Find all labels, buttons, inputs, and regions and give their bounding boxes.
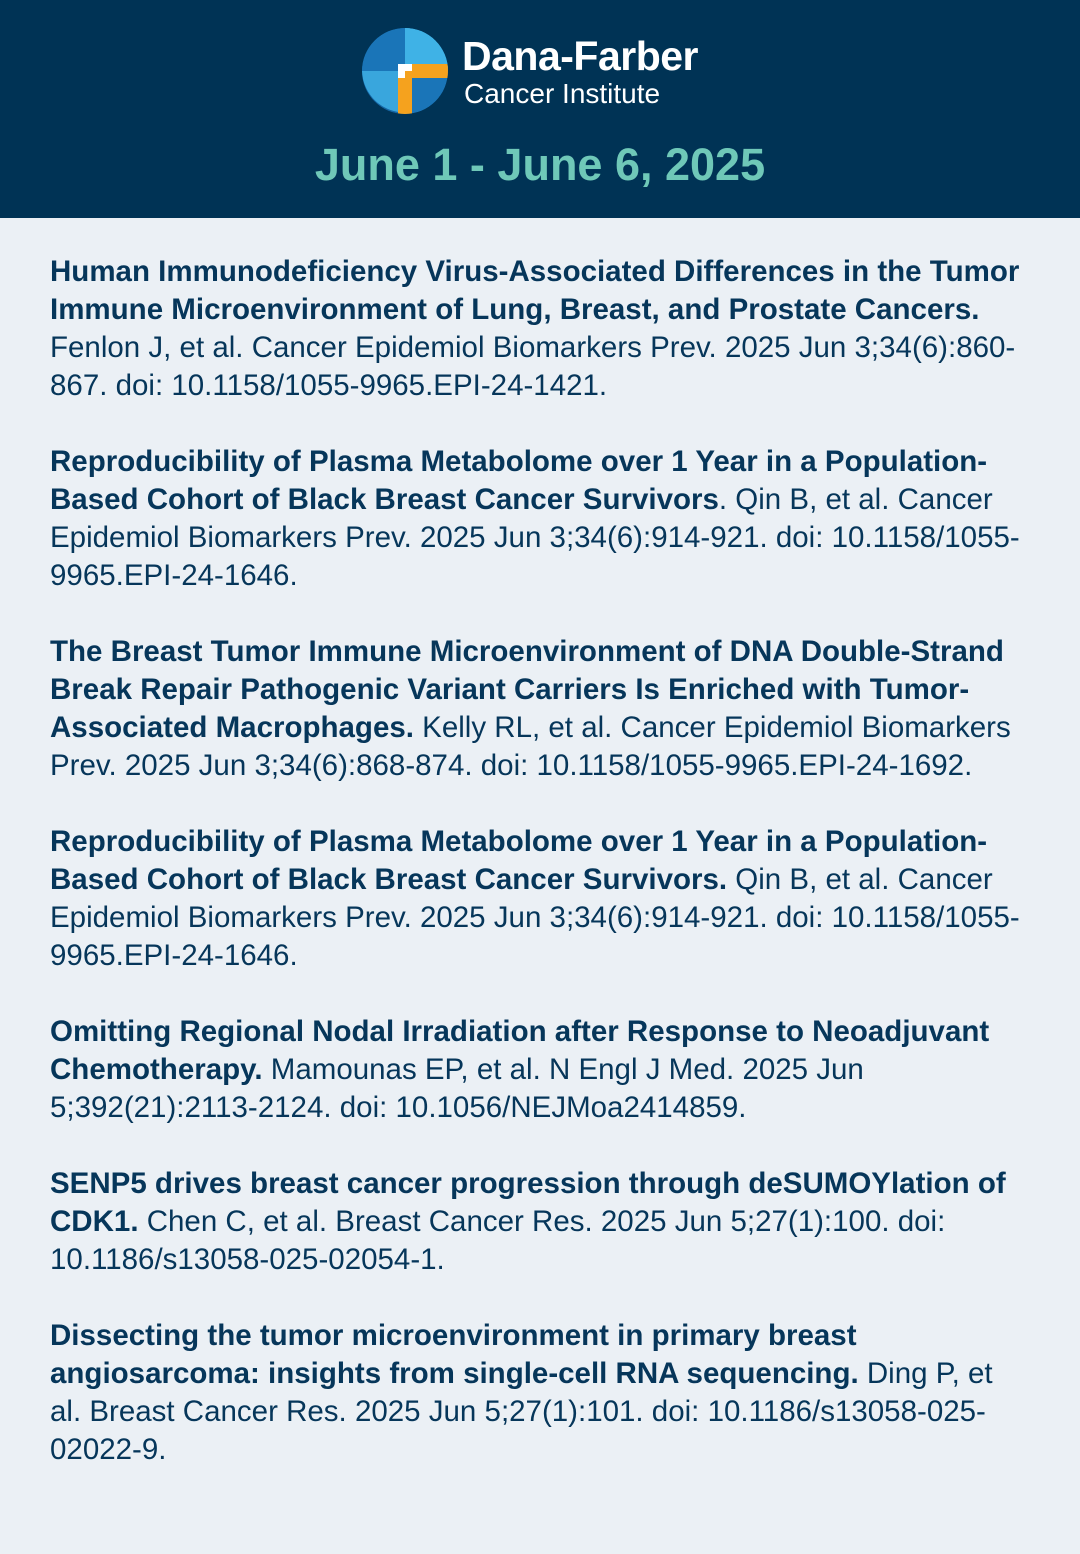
publication-entry <box>50 1013 1030 1127</box>
publication-citation: Mamounas EP, et al. N Engl J Med. 2025 Jun 5;392(21):2113-2124. doi: 10.1056/NEJMoa2414859. <box>50 1053 864 1124</box>
publication-citation: Chen C, et al. Breast Cancer Res. 2025 Jun 5;27(1):100. doi: 10.1186/s13058-025-02054-1. <box>50 1205 946 1276</box>
publication-entry <box>50 443 1030 595</box>
dana-farber-logo <box>362 28 707 114</box>
header-banner <box>0 0 1080 218</box>
publication-title: Human Immunodeficiency Virus-Associated Differences in the Tumor Immune Microenvironment of Lung, Breast, and Prostate Cancers. <box>50 255 1020 326</box>
publication-entry <box>50 253 1030 405</box>
date-range-heading: June 1 - June 6, 2025 <box>314 139 766 190</box>
logo-name: Dana-Farber <box>462 33 699 79</box>
publication-entry <box>50 1317 1030 1469</box>
publication-entry <box>50 1165 1030 1279</box>
publication-title: Reproducibility of Plasma Metabolome over 1 Year in a Population-Based Cohort of Black Breast Cancer Survivors <box>50 445 988 516</box>
publication-title: Dissecting the tumor microenvironment in primary breast angiosarcoma: insights from single-cell RNA sequencing. <box>50 1319 859 1390</box>
dana-farber-logo-icon <box>362 28 448 114</box>
publication-title: The Breast Tumor Immune Microenvironment of DNA Double-Strand Break Repair Pathogenic Variant Carriers Is Enriched with Tumor-Associated Macrophages. <box>50 635 1004 744</box>
publication-entry <box>50 823 1030 975</box>
logo-subtitle: Cancer Institute <box>464 78 661 109</box>
publication-list <box>50 253 1030 1469</box>
publication-citation: Fenlon J, et al. Cancer Epidemiol Biomarkers Prev. 2025 Jun 3;34(6):860-867. doi: 10.1158/1055-9965.EPI-24-1421. <box>50 331 1016 402</box>
publication-title: SENP5 drives breast cancer progression through deSUMOYlation of CDK1. <box>50 1167 1006 1238</box>
publication-title: Reproducibility of Plasma Metabolome over 1 Year in a Population-Based Cohort of Black Breast Cancer Survivors. <box>50 825 988 896</box>
publication-citation: Ding P, et al. Breast Cancer Res. 2025 Jun 5;27(1):101. doi: 10.1186/s13058-025-02022-9. <box>50 1357 993 1466</box>
publication-citation: Kelly RL, et al. Cancer Epidemiol Biomarkers Prev. 2025 Jun 3;34(6):868-874. doi: 10.1158/1055-9965.EPI-24-1692. <box>50 711 1011 782</box>
publication-citation: Qin B, et al. Cancer Epidemiol Biomarkers Prev. 2025 Jun 3;34(6):914-921. doi: 10.1158/1055-9965.EPI-24-1646. <box>50 863 1020 972</box>
publication-citation: . Qin B, et al. Cancer Epidemiol Biomarkers Prev. 2025 Jun 3;34(6):914-921. doi: 10.1158/1055-9965.EPI-24-1646. <box>50 483 1020 592</box>
publication-title: Omitting Regional Nodal Irradiation after Response to Neoadjuvant Chemotherapy. <box>50 1015 990 1086</box>
publication-entry <box>50 633 1030 785</box>
